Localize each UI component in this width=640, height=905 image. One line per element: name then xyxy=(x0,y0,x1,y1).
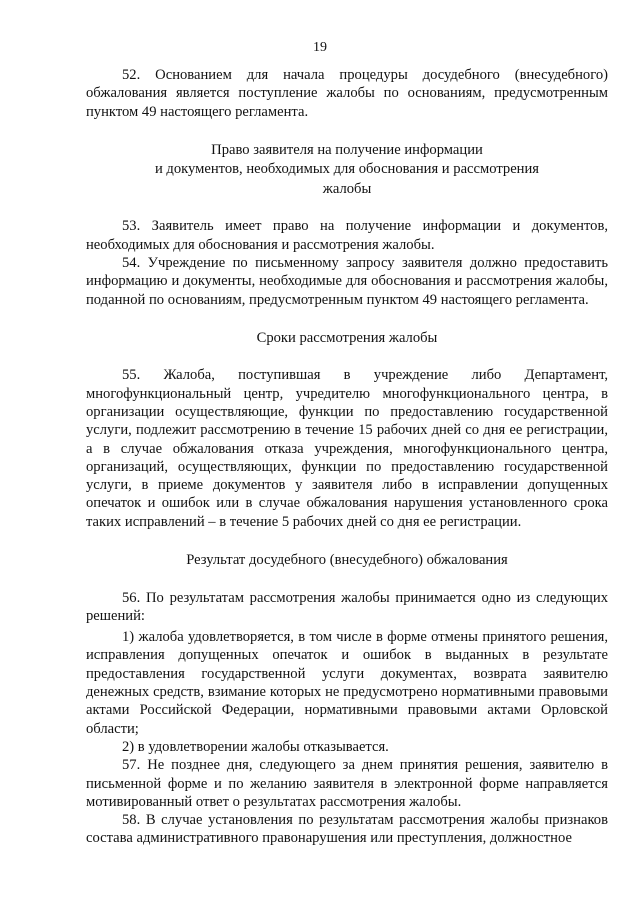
section-heading-info-rights xyxy=(86,141,608,200)
paragraph-54: 54. Учреждение по письменному запросу заявителя должно предоставить информацию и документы, необходимые для обоснования и рассмотрения жалобы, поданной по основаниям, предусмотренным пунктом 49 настоящего регламента. xyxy=(86,254,608,308)
paragraph-53: 53. Заявитель имеет право на получение информации и документов, необходимых для обоснования и рассмотрения жалобы. xyxy=(86,218,608,253)
paragraph-52: 52. Основанием для начала процедуры досудебного (внесудебного) обжалования является поступление жалобы по основаниям, предусмотренным пунктом 49 настоящего регламента. xyxy=(86,67,608,120)
heading-result: Результат досудебного (внесудебного) обжалования xyxy=(186,552,508,569)
page-number: 19 xyxy=(313,40,327,55)
paragraph-56-item-1: 1) жалоба удовлетворяется, в том числе в форме отмены принятого решения, исправления допущенных опечаток и ошибок в выданных в результате предоставления государственной услуги документах, возврата заявителю денежных средств, взимание которых не предусмотрено нормативными правовыми актами Российской Федерации, нормативными правовыми актами Орловской области; xyxy=(86,629,608,737)
heading-line-2: и документов, необходимых для обоснования и рассмотрения xyxy=(154,161,540,178)
heading-line-1: Право заявителя на получение информации xyxy=(211,141,483,158)
heading-terms: Сроки рассмотрения жалобы xyxy=(256,329,438,346)
section-heading-result xyxy=(86,551,608,571)
paragraph-58: 58. В случае установления по результатам рассмотрения жалобы признаков состава административного правонарушения или преступления, должностное xyxy=(86,812,608,847)
paragraph-56-item-2: 2) в удовлетворении жалобы отказывается. xyxy=(122,738,389,755)
paragraph-57: 57. Не позднее дня, следующего за днем принятия решения, заявителю в письменной форме и по желанию заявителя в электронной форме направляется мотивированный ответ о результатах рассмотрения жалобы. xyxy=(86,757,608,810)
section-heading-terms xyxy=(86,329,608,349)
paragraph-55: 55. Жалоба, поступившая в учреждение либо Департамент, многофункциональный центр, учредителю многофункционального центра, в организации осуществляющие, функции по предоставлению государственной услуги, подлежит рассмотрению в течение 15 рабочих дней со дня ее регистрации, а в случае обжалования отказа учреждения, многофункционального центра, организаций, осуществляющих, функции по предоставлению государственной услуги, в приеме документов у заявителя либо в исправлении допущенных опечаток и ошибок или в случае обжалования нарушения установленного срока таких исправлений – в течение 5 рабочих дней со дня ее регистрации. xyxy=(86,367,608,530)
page-content xyxy=(86,66,608,848)
heading-line-3: жалобы xyxy=(322,180,372,197)
paragraph-56: 56. По результатам рассмотрения жалобы принимается одно из следующих решений: xyxy=(86,589,608,624)
